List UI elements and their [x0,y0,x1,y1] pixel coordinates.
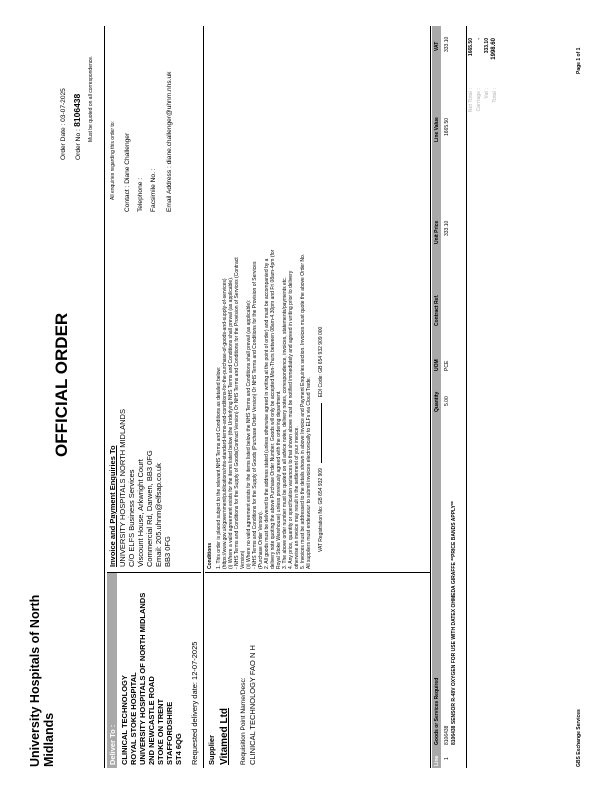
signature-line [321,403,322,463]
contact-intro: All enquiries regarding this order to: [110,121,116,200]
divider [107,572,201,573]
requisition-point-value: CLINICAL TECHNOLOGY FAO N H [248,645,257,765]
contact-email: Email Address : diane.challenger@uhnm.nhs.uk [166,71,173,212]
deliver-line: UNIVERSITY HOSPITALS OF NORTH MIDLANDS [138,592,147,765]
invoice-line: UNIVERSITY HOSPITALS NORTH MIDLANDS [118,409,127,567]
row-unit-price: 333.10 [444,220,450,236]
edi-code-text: EDI Code: GB 654 932 909 000 [318,326,324,398]
deliver-line: STAFFORDSHIRE [165,701,174,765]
row-line-value: 1665.50 [444,117,450,136]
row-line-number: 1 [444,757,450,760]
mid-rule [203,26,204,768]
invoice-line: Commercial Rd, Darwen, BB3 0FG [145,450,154,567]
requisition-point-label: Requisition Point Name/Desc: [240,677,247,765]
conditions-heading: Conditions [207,542,213,569]
condition-line: All suppliers must endeavour to submit invoices electronically to ELFs via Cloud Trade. [306,376,312,569]
deliver-line: CLINICAL TECHNOLOGY [120,675,129,765]
order-date [60,88,68,160]
condition-line: (https://www.gov.uk/government/publications/nhs-standard-terms-and-conditions-for-the-purchase-of-goods-and-supply-of-services) [222,278,228,569]
condition-line: otherwise an invoice may result in the settlement of your invoice. [294,426,300,569]
vat-label: Vat : [484,88,490,99]
org-name-line1: University Hospitals of North [28,594,42,767]
contact-block [124,72,174,212]
page-title: OFFICIAL ORDER [52,312,71,457]
condition-line: (i) Where a valid agreement exists for the items listed below (the Underlying NHS Terms and Conditions shall prevail (as applicable). [228,276,234,569]
vat-registration [318,327,324,552]
order-number [72,94,82,160]
carriage-label: Carriage : [476,88,482,112]
condition-line: (ii) Where no valid agreement exists for the items listed below the NHS Terms and Conditions shall prevail (as applicable): [246,299,252,569]
contact-telephone: Telephone : [137,177,144,212]
vat-reg-text: VAT Registration No: GB 654 932 909 [318,468,324,552]
invoice-address [118,409,172,567]
condition-line: - NHS Terms and Conditions for the Supply of Goods (Purchase Order Version) Or NHS Terms and Conditions for the Provision of Services [252,261,258,569]
deliver-to-address [120,593,183,765]
col-header-line: Line [434,755,440,766]
row-vat: 333.10 [444,36,450,52]
table-top-rule [430,26,431,768]
condition-line: 1. This order is placed subject to the relevant NHS Terms and Conditions as detailed below: [216,366,222,569]
net-total-value: 1665.50 [468,38,474,57]
condition-line: 5. Invoices must be addressed to the details shown in above Invoice and Payment Enquiries section. Invoices must quote the above Order No. [300,253,306,569]
must-quote-note: Must be quoted on all correspondence. [88,55,94,142]
invoice-heading: Invoice and Payment Enquiries To [108,445,117,567]
order-no-label: Order No : [75,129,82,160]
row-description: 8106438 SENSOR R-48V OXYGEN FOR USE WITH DATEX OHMEDA GIRAFFE **PRICE BANDS APPLY** [451,501,457,745]
carriage-value: - [476,38,482,40]
vat-value: 333.10 [484,38,490,54]
requested-delivery-date: Requested delivery date: 12-07-2025 [190,641,199,765]
table-row [442,26,464,768]
deliver-line: ROYAL STOKE HOSPITAL [129,672,138,765]
condition-line: 4. Any price, quantity or specification variances to that shown above must be notified immediately and agreed in writing prior to delivery [288,270,294,569]
top-rule [104,26,105,768]
footer-left: GBS Exchange Services [576,709,582,767]
contact-facsimile: Facsimile No. : [150,168,157,212]
row-item-code: 8106438 [444,725,450,745]
condition-line: (Purchase Order Version). [258,510,264,569]
col-header-goods: Goods or Services Required [434,677,440,745]
condition-line: 3. The above order number must be quoted on all advice notes, delivery notes, correspondence, invoices, statements/payments etc. [282,276,288,569]
invoice-line: BB3 0FG [163,536,172,567]
col-header-quantity: Quantity [434,391,440,412]
invoice-line: C/O ELFS Business Services [127,469,136,567]
deliver-line: ST4 6QG [174,733,183,765]
conditions-text [216,250,312,569]
invoice-line: Viscount House, Arkwright Court [136,459,145,567]
total-label: Total : [492,88,498,103]
row-uom: PCE [444,360,450,371]
deliver-line: 2ND NEWCASTLE ROAD [147,676,156,765]
col-header-uom: UOM [434,359,440,371]
total-value: 1998.60 [491,38,497,60]
condition-line: Royal Stoke Warehouse) unless previously agreed with the ordering department. [276,390,282,569]
col-header-vat: VAT [434,41,440,51]
order-no-value: 8106438 [72,93,82,127]
deliver-line: STOKE ON TRENT [156,698,165,765]
contact-name: Contact : Diane Challenger [124,132,131,212]
col-header-line-value: Line Value [434,117,440,142]
divider [205,572,430,573]
page-number: Page 1 of 1 [576,47,582,74]
condition-line: - NHS Terms and Conditions for the Supply of Goods(Contract Version) Or NHS Terms and Conditions for the Provision of Services (Contract [234,257,240,569]
col-header-contract: Contract Ref. [434,294,440,326]
org-name-line2: Midlands [42,712,56,767]
org-name [28,595,56,767]
col-header-unit-price: Unit Price [434,220,440,244]
supplier-heading: Supplier [207,734,216,765]
deliver-to-heading: Deliver To : [108,724,117,765]
invoice-line: Email: 205.uhnm@elfsap.co.uk [154,463,163,567]
net-total-label: Net Total : [468,88,474,113]
condition-line: delivery note quoting the above Purchase Order Number. Goods will only be accepted Mon-Thurs between 08am-4.30pm and Fri 08am-4pm (for [270,249,276,569]
condition-line: 2. All goods must be delivered to the address stated (unless otherwise agreed in writing at the point of order) and must be accompanied by a [264,258,270,569]
order-date-label: Order Date : [60,123,67,160]
condition-line: Version) [240,550,246,569]
supplier-name: Vitamed Ltd [219,707,230,765]
table-bottom-rule [466,26,467,768]
order-date-value: 03-07-2025 [60,88,67,122]
row-quantity: 5.00 [444,396,450,406]
